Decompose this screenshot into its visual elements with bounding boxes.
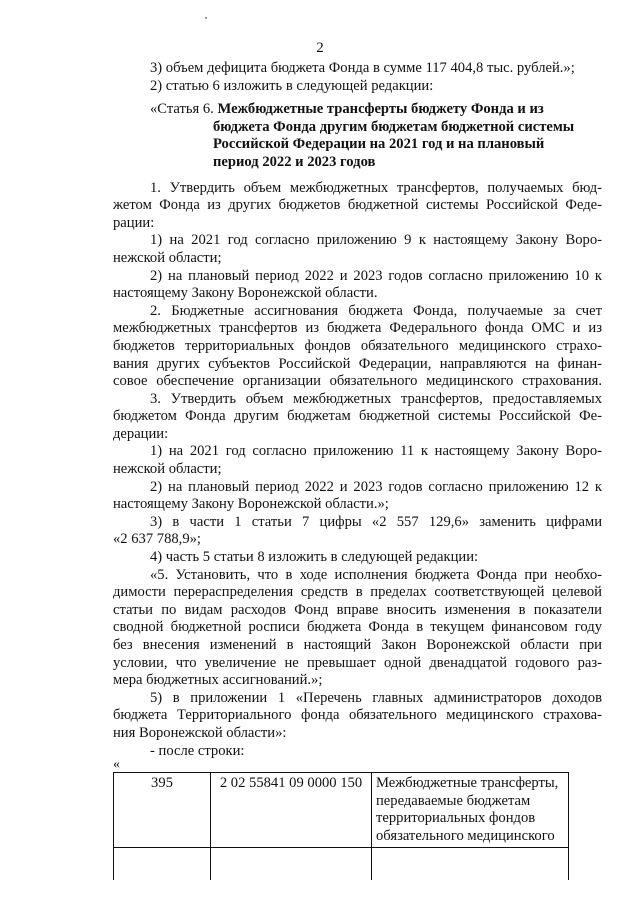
text-line: 3. Утвердить объем межбюджетных трансфертов, предоставляемых bbox=[150, 390, 602, 407]
text-line: бюджетов территориальных фондов обязательного медицинского страхо- bbox=[113, 337, 602, 354]
text-line: нежской области; bbox=[113, 249, 222, 266]
text-line: межбюджетных трансфертов из бюджета Федерального фонда ОМС и из bbox=[113, 320, 602, 337]
article-title-line-2: бюджета Фонда другим бюджетам бюджетной системы bbox=[213, 118, 575, 135]
text-line: рации: bbox=[113, 214, 155, 231]
text-line: бюджета Территориального фонда обязательного медицинского страхова- bbox=[113, 707, 602, 724]
text-line: нежской области; bbox=[113, 461, 222, 478]
scan-speck bbox=[205, 17, 207, 19]
text-line: сводной бюджетной росписи бюджета Фонда в текущем финансовом году bbox=[113, 619, 602, 636]
table-row bbox=[114, 848, 569, 883]
text-line: 3) в части 1 статьи 7 цифры «2 557 129,6» заменить цифрами bbox=[150, 513, 602, 530]
kbk-code-cell: 2 02 55841 09 0000 150 bbox=[211, 773, 372, 848]
article-title-line-4: период 2022 и 2023 годов bbox=[213, 153, 376, 170]
page-number: 2 bbox=[316, 40, 324, 56]
quote-mark: « bbox=[113, 757, 120, 772]
text-line: «5. Установить, что в ходе исполнения бюджета Фонда при необхо- bbox=[150, 566, 602, 583]
admin-code-cell: 395 bbox=[114, 773, 211, 848]
text-line: ния Воронежской области»: bbox=[113, 724, 287, 741]
text-line: совое обеспечение организации обязательного медицинского страхования. bbox=[113, 373, 602, 390]
text-line: 3) объем дефицита бюджета Фонда в сумме 117 404,8 тыс. рублей.»; bbox=[150, 60, 575, 76]
text-line: дерации: bbox=[113, 425, 169, 442]
text-line: условии, что увеличение не превышает одной двенадцатой годового раз- bbox=[113, 654, 602, 671]
text-line: мера бюджетных ассигнований.»; bbox=[113, 672, 323, 689]
text-line: без внесения изменений в настоящий Закон Воронежской области при bbox=[113, 637, 602, 653]
description-cell bbox=[372, 773, 569, 848]
article-prefix: «Статья 6. bbox=[150, 101, 218, 118]
article-title-line-1: Межбюджетные трансферты бюджету Фонда и из bbox=[217, 101, 544, 118]
text-line: бюджетом Фонда другим бюджетам бюджетной системы Российской Фе- bbox=[113, 408, 602, 425]
description-line: передаваемые бюджетам bbox=[376, 792, 531, 809]
description-line: обязательного медицинского bbox=[376, 827, 555, 844]
text-line: настоящему Закону Воронежской области. bbox=[113, 285, 378, 302]
text-line: «2 637 788,9»; bbox=[113, 531, 201, 548]
text-line: вания других субъектов Российской Федерации, направляются на финан- bbox=[113, 355, 602, 372]
text-line: 2) на плановый период 2022 и 2023 годов согласно приложению 12 к bbox=[150, 478, 602, 495]
text-line: настоящему Закону Воронежской области.»; bbox=[113, 496, 389, 513]
text-line: 1) на 2021 год согласно приложению 9 к настоящему Закону Воро- bbox=[150, 232, 602, 249]
text-line: статьи по видам расходов Фонд вправе вносить изменения в показатели bbox=[113, 601, 602, 618]
revenue-table bbox=[113, 772, 569, 883]
article-title-line-3: Российской Федерации на 2021 год и на плановый bbox=[213, 136, 545, 153]
text-line: жетом Фонда из других бюджетов бюджетной системы Российской Феде- bbox=[113, 197, 602, 214]
description-line: Межбюджетные трансферты, bbox=[376, 775, 559, 791]
text-line: 1. Утвердить объем межбюджетных трансфертов, получаемых бюд- bbox=[150, 179, 602, 196]
body-lines bbox=[113, 180, 602, 761]
table-row bbox=[114, 773, 569, 848]
text-line: 2. Бюджетные ассигнования бюджета Фонда, получаемые за счет bbox=[150, 302, 602, 319]
text-line: 5) в приложении 1 «Перечень главных администраторов доходов bbox=[150, 689, 602, 706]
text-line: димости перераспределения средств в пределах соответствующей целевой bbox=[113, 584, 602, 601]
description-line: территориальных фондов bbox=[376, 810, 536, 827]
text-line: 4) часть 5 статьи 8 изложить в следующей редакции: bbox=[150, 549, 479, 566]
text-line: - после строки: bbox=[150, 742, 245, 759]
article-heading bbox=[113, 101, 602, 171]
text-line: 1) на 2021 год согласно приложению 11 к настоящему Закону Воро- bbox=[150, 443, 602, 460]
text-line: 2) на плановый период 2022 и 2023 годов согласно приложению 10 к bbox=[150, 267, 602, 284]
text-line: 2) статью 6 изложить в следующей редакции: bbox=[150, 77, 434, 94]
intro-lines bbox=[113, 60, 602, 95]
document-body bbox=[113, 60, 602, 760]
